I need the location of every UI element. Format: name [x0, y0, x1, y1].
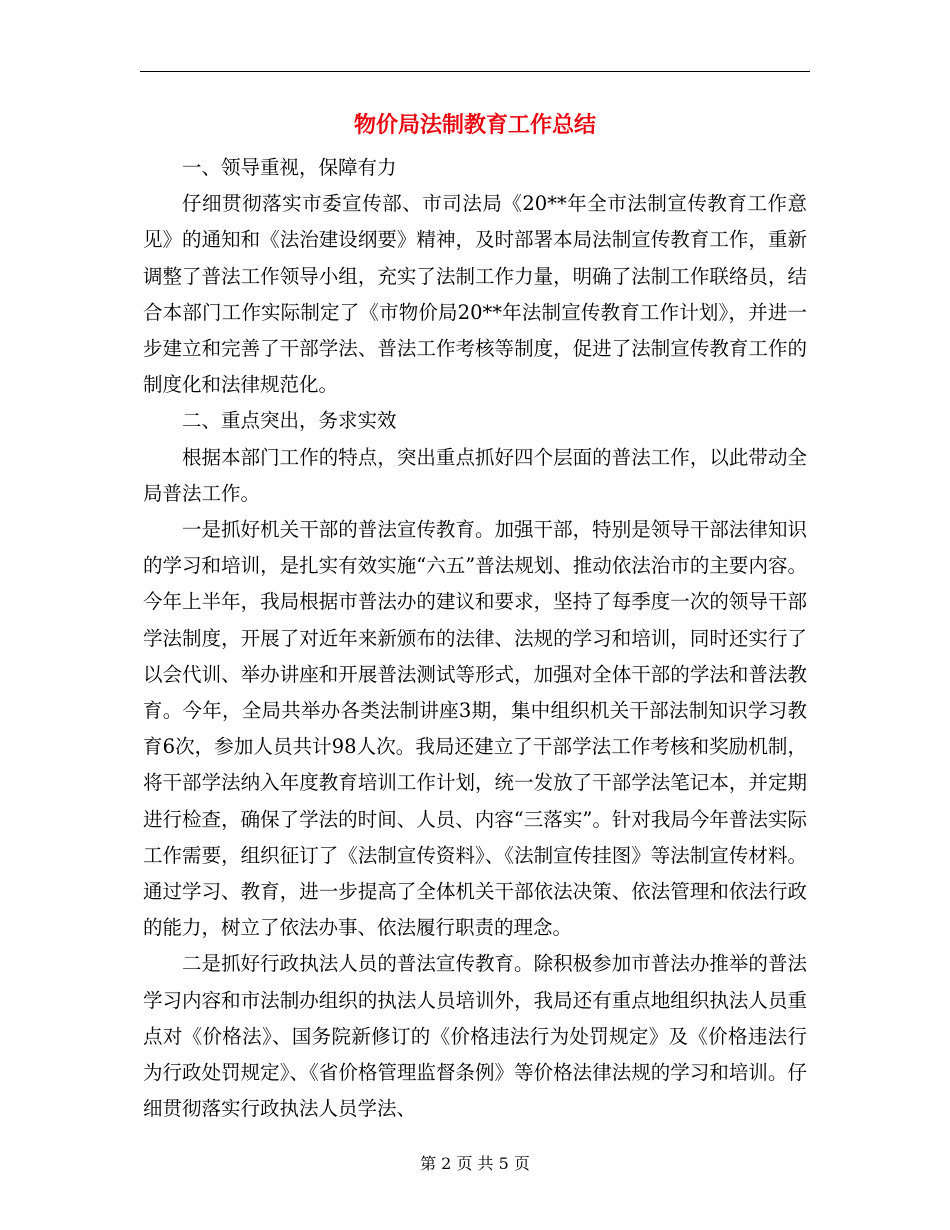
document-title: 物价局法制教育工作总结: [353, 112, 596, 138]
page-number-footer: 第 2 页 共 5 页: [420, 1154, 530, 1173]
document-body: [143, 150, 807, 1127]
paragraph: 二是抓好行政执法人员的普法宣传教育。除积极参加市普法办推举的普法学习内容和市法制办组织的执法人员培训外，我局还有重点地组织执法人员重点对《价格法》、国务院新修订的《价格违法行为处罚规定》及《价格违法行为行政处罚规定》、《省价格管理监督条例》等价格法律法规的学习和培训。仔细贯彻落实行政执法人员学法、: [143, 952, 807, 1121]
paragraph: 根据本部门工作的特点，突出重点抓好四个层面的普法工作，以此带动全局普法工作。: [143, 445, 807, 505]
paragraph: 一是抓好机关干部的普法宣传教育。加强干部，特别是领导干部法律知识的学习和培训，是扎实有效实施“六五”普法规划、推动依法治市的主要内容。今年上半年，我局根据市普法办的建议和要求，坚持了每季度一次的领导干部学法制度，开展了对近年来新颁布的法律、法规的学习和培训，同时还实行了以会代训、举办讲座和开展普法测试等形式，加强对全体干部的学法和普法教育。今年，全局共举办各类法制讲座3期，集中组织机关干部法制知识学习教育6次，参加人员共计98人次。我局还建立了干部学法工作考核和奖励机制，将干部学法纳入年度教育培训工作计划，统一发放了干部学法笔记本，并定期进行检查，确保了学法的时间、人员、内容“三落实”。针对我局今年普法实际工作需要，组织征订了《法制宣传资料》、《法制宣传挂图》等法制宣传材料。通过学习、教育，进一步提高了全体机关干部依法决策、依法管理和依法行政的能力，树立了依法办事、依法履行职责的理念。: [143, 518, 807, 940]
section-heading-2: 二、重点突出，务求实效: [182, 409, 397, 433]
section-heading-1: 一、领导重视，保障有力: [182, 156, 397, 179]
paragraph: 仔细贯彻落实市委宣传部、市司法局《20**年全市法制宣传教育工作意见》的通知和《法治建设纲要》精神，及时部署本局法制宣传教育工作，重新调整了普法工作领导小组，充实了法制工作力量，明确了法制工作联络员，结合本部门工作实际制定了《市物价局20**年法制宣传教育工作计划》，并进一步建立和完善了干部学法、普法工作考核等制度，促进了法制宣传教育工作的制度化和法律规范化。: [143, 192, 807, 397]
header-rule: [140, 71, 810, 72]
